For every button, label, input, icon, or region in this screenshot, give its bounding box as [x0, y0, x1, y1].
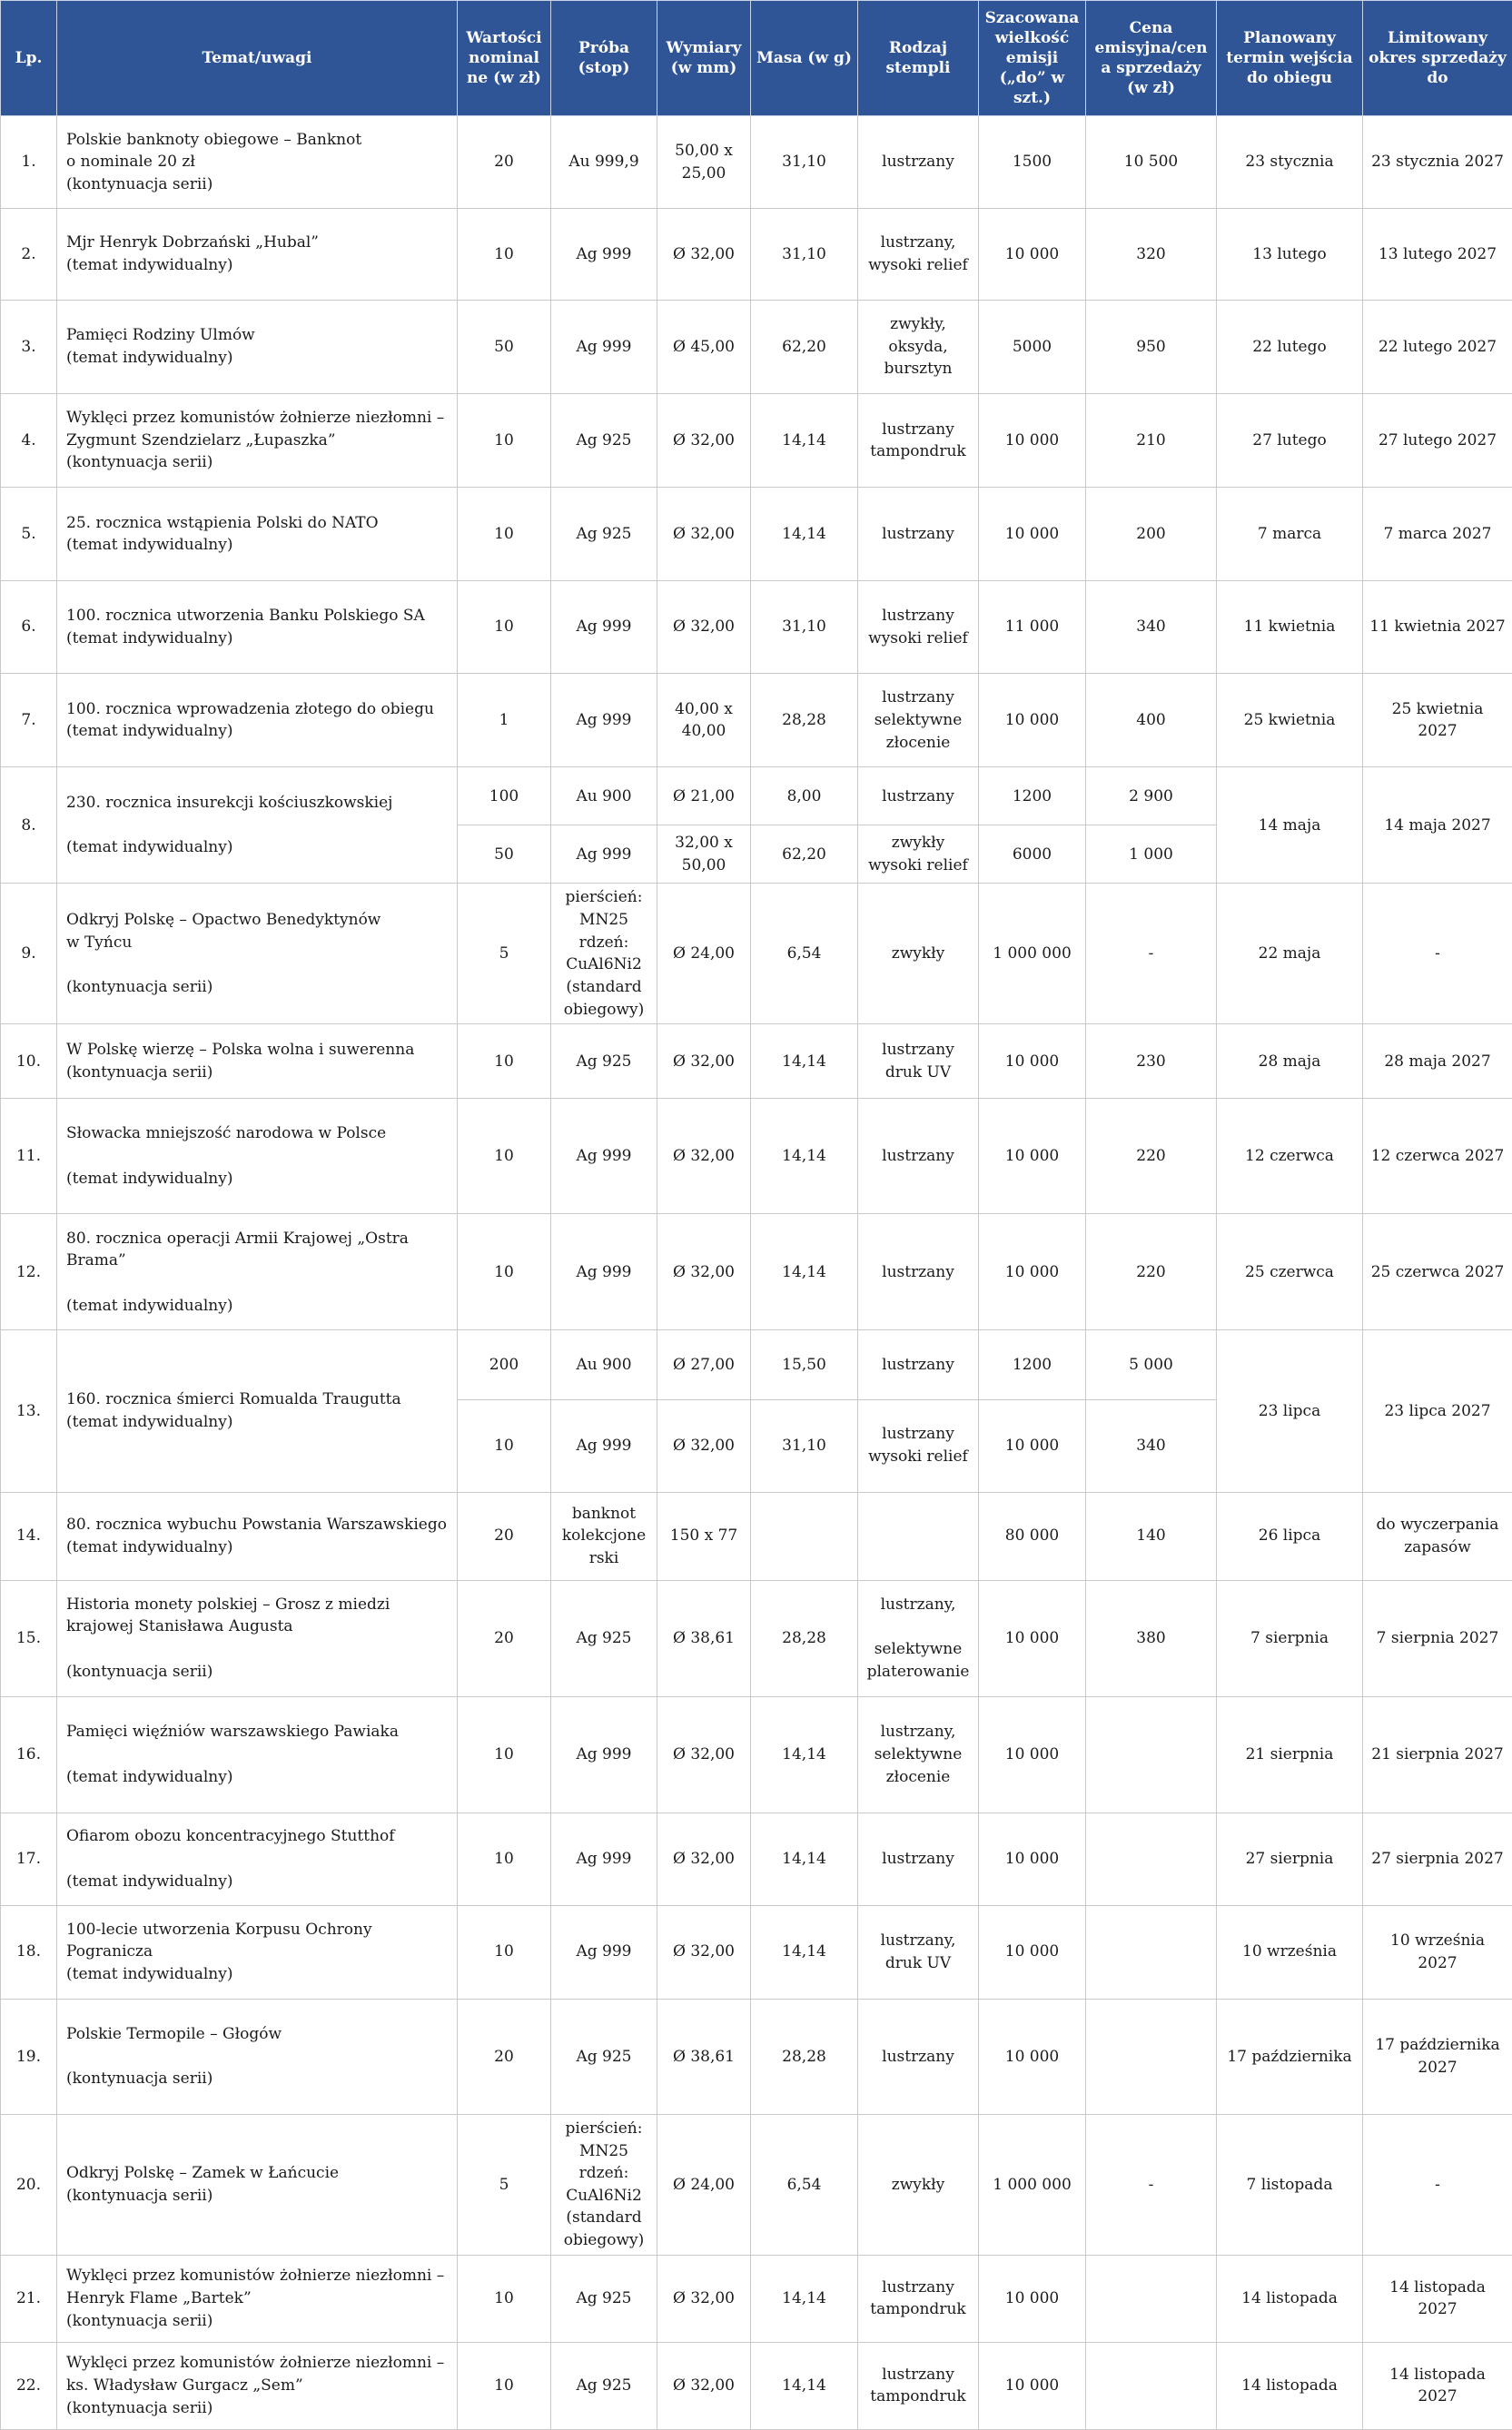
cell-date: 25 czerwca — [1217, 1214, 1363, 1330]
cell-date: 23 lipca — [1217, 1330, 1363, 1492]
table-row — [1, 1813, 1512, 1905]
cell-volume: 1 000 000 — [979, 884, 1086, 1024]
cell-volume: 10 000 — [979, 2255, 1086, 2342]
cell-volume: 10 000 — [979, 1099, 1086, 1214]
cell-volume: 1500 — [979, 116, 1086, 209]
cell-limit: 7 marca 2027 — [1363, 488, 1512, 581]
cell-mass: 14,14 — [751, 1099, 858, 1214]
cell-nominal: 10 — [458, 2342, 551, 2429]
table-row — [1, 1492, 1512, 1580]
cell-stamp: lustrzany, selektywne złocenie — [858, 1696, 979, 1813]
row-number: 16. — [1, 1696, 57, 1813]
cell-nominal: 50 — [458, 825, 551, 884]
row-topic: Wyklęci przez komunistów żołnierze niezłomni – ks. Władysław Gurgacz „Sem” (kontynuacja serii) — [57, 2342, 458, 2429]
row-topic: 80. rocznica wybuchu Powstania Warszawskiego (temat indywidualny) — [57, 1492, 458, 1580]
row-topic: Pamięci Rodziny Ulmów (temat indywidualny) — [57, 301, 458, 394]
cell-price: - — [1086, 884, 1217, 1024]
table-row — [1, 116, 1512, 209]
cell-nominal: 10 — [458, 488, 551, 581]
cell-dims: Ø 38,61 — [657, 1999, 751, 2114]
cell-limit: 25 czerwca 2027 — [1363, 1214, 1512, 1330]
row-number: 1. — [1, 116, 57, 209]
row-topic: 100-lecie utworzenia Korpusu Ochrony Pogranicza (temat indywidualny) — [57, 1905, 458, 1999]
cell-mass: 31,10 — [751, 116, 858, 209]
cell-limit: 13 lutego 2027 — [1363, 209, 1512, 301]
cell-price — [1086, 2255, 1217, 2342]
cell-limit: 27 lutego 2027 — [1363, 394, 1512, 488]
cell-dims: Ø 32,00 — [657, 394, 751, 488]
cell-dims: Ø 32,00 — [657, 1905, 751, 1999]
cell-alloy: Ag 999 — [551, 581, 657, 674]
cell-stamp: lustrzany druk UV — [858, 1024, 979, 1099]
cell-alloy: Ag 925 — [551, 394, 657, 488]
cell-mass: 14,14 — [751, 1696, 858, 1813]
table-row — [1, 488, 1512, 581]
row-number: 3. — [1, 301, 57, 394]
cell-stamp: lustrzany — [858, 767, 979, 825]
cell-volume: 1200 — [979, 767, 1086, 825]
cell-mass: 14,14 — [751, 1024, 858, 1099]
cell-mass: 14,14 — [751, 1813, 858, 1905]
cell-date: 13 lutego — [1217, 209, 1363, 301]
cell-dims: Ø 45,00 — [657, 301, 751, 394]
cell-date: 12 czerwca — [1217, 1099, 1363, 1214]
row-number: 22. — [1, 2342, 57, 2429]
row-topic: Odkryj Polskę – Zamek w Łańcucie (kontynuacja serii) — [57, 2114, 458, 2255]
row-number: 10. — [1, 1024, 57, 1099]
cell-price: 400 — [1086, 674, 1217, 767]
cell-alloy: Ag 999 — [551, 1099, 657, 1214]
table-row — [1, 1999, 1512, 2114]
header-volume: Szacowana wielkość emisji („do” w szt.) — [979, 1, 1086, 116]
cell-mass: 31,10 — [751, 1399, 858, 1492]
cell-date: 17 października — [1217, 1999, 1363, 2114]
cell-volume: 11 000 — [979, 581, 1086, 674]
table-row — [1, 1099, 1512, 1214]
cell-price: 2 900 — [1086, 767, 1217, 825]
row-topic: 80. rocznica operacji Armii Krajowej „Ostra Brama” (temat indywidualny) — [57, 1214, 458, 1330]
cell-stamp: lustrzany, wysoki relief — [858, 209, 979, 301]
cell-alloy: banknot kolekcjone rski — [551, 1492, 657, 1580]
cell-dims: Ø 32,00 — [657, 1099, 751, 1214]
table-row — [1, 1330, 1512, 1399]
table-header-row — [1, 1, 1512, 116]
cell-date: 7 listopada — [1217, 2114, 1363, 2255]
header-topic: Temat/uwagi — [57, 1, 458, 116]
row-number: 12. — [1, 1214, 57, 1330]
table-row — [1, 2255, 1512, 2342]
cell-date: 10 września — [1217, 1905, 1363, 1999]
cell-nominal: 10 — [458, 1099, 551, 1214]
cell-limit: do wyczerpania zapasów — [1363, 1492, 1512, 1580]
cell-volume: 10 000 — [979, 1024, 1086, 1099]
cell-price — [1086, 1813, 1217, 1905]
cell-date: 27 lutego — [1217, 394, 1363, 488]
cell-mass: 28,28 — [751, 1580, 858, 1696]
cell-dims: Ø 32,00 — [657, 1399, 751, 1492]
header-price: Cena emisyjna/cen a sprzedaży (w zł) — [1086, 1, 1217, 116]
row-topic: Ofiarom obozu koncentracyjnego Stutthof (temat indywidualny) — [57, 1813, 458, 1905]
cell-date: 26 lipca — [1217, 1492, 1363, 1580]
row-topic: Mjr Henryk Dobrzański „Hubal” (temat indywidualny) — [57, 209, 458, 301]
cell-volume: 1 000 000 — [979, 2114, 1086, 2255]
cell-volume: 80 000 — [979, 1492, 1086, 1580]
cell-limit: 23 lipca 2027 — [1363, 1330, 1512, 1492]
cell-volume: 10 000 — [979, 394, 1086, 488]
cell-stamp: zwykły wysoki relief — [858, 825, 979, 884]
cell-price: 1 000 — [1086, 825, 1217, 884]
cell-volume: 10 000 — [979, 1999, 1086, 2114]
row-number: 18. — [1, 1905, 57, 1999]
row-topic: Wyklęci przez komunistów żołnierze niezłomni – Henryk Flame „Bartek” (kontynuacja serii) — [57, 2255, 458, 2342]
cell-stamp: lustrzany selektywne złocenie — [858, 674, 979, 767]
cell-mass: 14,14 — [751, 2255, 858, 2342]
row-topic: Wyklęci przez komunistów żołnierze niezłomni – Zygmunt Szendzielarz „Łupaszka” (kontynuacja serii) — [57, 394, 458, 488]
table-row — [1, 301, 1512, 394]
cell-limit: 12 czerwca 2027 — [1363, 1099, 1512, 1214]
row-number: 5. — [1, 488, 57, 581]
row-number: 2. — [1, 209, 57, 301]
table-row — [1, 394, 1512, 488]
cell-nominal: 5 — [458, 884, 551, 1024]
cell-dims: Ø 32,00 — [657, 2342, 751, 2429]
cell-date: 7 sierpnia — [1217, 1580, 1363, 1696]
cell-mass: 8,00 — [751, 767, 858, 825]
cell-alloy: Ag 925 — [551, 1580, 657, 1696]
cell-alloy: Ag 925 — [551, 2255, 657, 2342]
row-number: 13. — [1, 1330, 57, 1492]
cell-stamp: lustrzany wysoki relief — [858, 581, 979, 674]
row-topic: Słowacka mniejszość narodowa w Polsce (temat indywidualny) — [57, 1099, 458, 1214]
cell-volume: 6000 — [979, 825, 1086, 884]
cell-volume: 10 000 — [979, 674, 1086, 767]
cell-dims: Ø 24,00 — [657, 2114, 751, 2255]
table-row — [1, 1696, 1512, 1813]
cell-nominal: 20 — [458, 1492, 551, 1580]
row-topic: Polskie Termopile – Głogów (kontynuacja serii) — [57, 1999, 458, 2114]
row-topic: W Polskę wierzę – Polska wolna i suwerenna (kontynuacja serii) — [57, 1024, 458, 1099]
cell-mass: 6,54 — [751, 2114, 858, 2255]
cell-alloy: Au 900 — [551, 1330, 657, 1399]
row-topic: 160. rocznica śmierci Romualda Traugutta (temat indywidualny) — [57, 1330, 458, 1492]
cell-nominal: 10 — [458, 1024, 551, 1099]
cell-nominal: 200 — [458, 1330, 551, 1399]
cell-alloy: Ag 999 — [551, 1813, 657, 1905]
cell-mass: 14,14 — [751, 1214, 858, 1330]
cell-dims: 32,00 x 50,00 — [657, 825, 751, 884]
cell-nominal: 20 — [458, 1999, 551, 2114]
cell-nominal: 10 — [458, 209, 551, 301]
cell-date: 28 maja — [1217, 1024, 1363, 1099]
row-topic: Pamięci więźniów warszawskiego Pawiaka (temat indywidualny) — [57, 1696, 458, 1813]
cell-volume: 10 000 — [979, 2342, 1086, 2429]
cell-mass: 14,14 — [751, 394, 858, 488]
cell-stamp: lustrzany — [858, 1099, 979, 1214]
row-number: 8. — [1, 767, 57, 884]
row-number: 7. — [1, 674, 57, 767]
cell-volume: 10 000 — [979, 209, 1086, 301]
cell-volume: 10 000 — [979, 1580, 1086, 1696]
cell-nominal: 5 — [458, 2114, 551, 2255]
row-number: 6. — [1, 581, 57, 674]
cell-limit: 25 kwietnia 2027 — [1363, 674, 1512, 767]
row-number: 11. — [1, 1099, 57, 1214]
cell-stamp — [858, 1492, 979, 1580]
table-row — [1, 1580, 1512, 1696]
cell-stamp: lustrzany, selektywne platerowanie — [858, 1580, 979, 1696]
cell-nominal: 10 — [458, 581, 551, 674]
row-topic: 100. rocznica utworzenia Banku Polskiego SA (temat indywidualny) — [57, 581, 458, 674]
cell-alloy: Ag 999 — [551, 1399, 657, 1492]
cell-mass: 62,20 — [751, 825, 858, 884]
cell-price — [1086, 1905, 1217, 1999]
header-alloy: Próba (stop) — [551, 1, 657, 116]
cell-mass — [751, 1492, 858, 1580]
header-mass: Masa (w g) — [751, 1, 858, 116]
cell-alloy: Au 900 — [551, 767, 657, 825]
cell-alloy: Ag 999 — [551, 301, 657, 394]
row-topic: 25. rocznica wstąpienia Polski do NATO (temat indywidualny) — [57, 488, 458, 581]
row-number: 21. — [1, 2255, 57, 2342]
cell-mass: 31,10 — [751, 581, 858, 674]
cell-price: 10 500 — [1086, 116, 1217, 209]
cell-price: 220 — [1086, 1214, 1217, 1330]
table-row — [1, 2114, 1512, 2255]
cell-dims: Ø 32,00 — [657, 1024, 751, 1099]
cell-price: 140 — [1086, 1492, 1217, 1580]
cell-stamp: lustrzany tampondruk — [858, 2342, 979, 2429]
cell-limit: 14 listopada 2027 — [1363, 2342, 1512, 2429]
cell-stamp: lustrzany — [858, 116, 979, 209]
cell-alloy: Ag 925 — [551, 1024, 657, 1099]
cell-price: 230 — [1086, 1024, 1217, 1099]
cell-nominal: 10 — [458, 1399, 551, 1492]
cell-volume: 1200 — [979, 1330, 1086, 1399]
cell-stamp: lustrzany tampondruk — [858, 394, 979, 488]
table-row — [1, 767, 1512, 825]
cell-nominal: 50 — [458, 301, 551, 394]
cell-volume: 10 000 — [979, 1905, 1086, 1999]
table-row — [1, 209, 1512, 301]
cell-dims: 50,00 x 25,00 — [657, 116, 751, 209]
cell-mass: 6,54 — [751, 884, 858, 1024]
cell-limit: 22 lutego 2027 — [1363, 301, 1512, 394]
cell-stamp: lustrzany — [858, 1813, 979, 1905]
header-nominal: Wartości nominal ne (w zł) — [458, 1, 551, 116]
cell-mass: 62,20 — [751, 301, 858, 394]
cell-stamp: zwykły, oksyda, bursztyn — [858, 301, 979, 394]
cell-nominal: 10 — [458, 1696, 551, 1813]
row-number: 20. — [1, 2114, 57, 2255]
cell-nominal: 10 — [458, 2255, 551, 2342]
cell-limit: - — [1363, 2114, 1512, 2255]
row-topic: Odkryj Polskę – Opactwo Benedyktynów w Tyńcu (kontynuacja serii) — [57, 884, 458, 1024]
cell-price: 320 — [1086, 209, 1217, 301]
cell-date: 22 maja — [1217, 884, 1363, 1024]
cell-alloy: Ag 999 — [551, 825, 657, 884]
cell-date: 22 lutego — [1217, 301, 1363, 394]
cell-nominal: 1 — [458, 674, 551, 767]
cell-alloy: Ag 999 — [551, 1696, 657, 1813]
cell-alloy: Au 999,9 — [551, 116, 657, 209]
cell-date: 11 kwietnia — [1217, 581, 1363, 674]
cell-nominal: 100 — [458, 767, 551, 825]
cell-limit: 28 maja 2027 — [1363, 1024, 1512, 1099]
cell-limit: 14 listopada 2027 — [1363, 2255, 1512, 2342]
cell-dims: Ø 32,00 — [657, 581, 751, 674]
table-row — [1, 581, 1512, 674]
cell-nominal: 10 — [458, 394, 551, 488]
cell-dims: 150 x 77 — [657, 1492, 751, 1580]
cell-limit: 27 sierpnia 2027 — [1363, 1813, 1512, 1905]
cell-stamp: zwykły — [858, 2114, 979, 2255]
cell-alloy: Ag 999 — [551, 209, 657, 301]
cell-stamp: lustrzany — [858, 488, 979, 581]
cell-price — [1086, 2342, 1217, 2429]
cell-dims: Ø 21,00 — [657, 767, 751, 825]
row-number: 17. — [1, 1813, 57, 1905]
cell-limit: 11 kwietnia 2027 — [1363, 581, 1512, 674]
cell-date: 21 sierpnia — [1217, 1696, 1363, 1813]
cell-alloy: Ag 999 — [551, 1905, 657, 1999]
cell-dims: Ø 32,00 — [657, 2255, 751, 2342]
cell-alloy: Ag 925 — [551, 1999, 657, 2114]
cell-mass: 28,28 — [751, 674, 858, 767]
table-row — [1, 884, 1512, 1024]
cell-date: 14 listopada — [1217, 2342, 1363, 2429]
cell-dims: Ø 32,00 — [657, 209, 751, 301]
cell-stamp: lustrzany wysoki relief — [858, 1399, 979, 1492]
cell-price: 380 — [1086, 1580, 1217, 1696]
cell-volume: 10 000 — [979, 1813, 1086, 1905]
cell-volume: 10 000 — [979, 1399, 1086, 1492]
row-topic: 100. rocznica wprowadzenia złotego do obiegu (temat indywidualny) — [57, 674, 458, 767]
row-number: 15. — [1, 1580, 57, 1696]
cell-limit: 23 stycznia 2027 — [1363, 116, 1512, 209]
row-number: 4. — [1, 394, 57, 488]
cell-date: 14 maja — [1217, 767, 1363, 884]
cell-dims: Ø 32,00 — [657, 488, 751, 581]
row-number: 19. — [1, 1999, 57, 2114]
cell-limit: 10 września 2027 — [1363, 1905, 1512, 1999]
cell-limit: 7 sierpnia 2027 — [1363, 1580, 1512, 1696]
cell-dims: Ø 32,00 — [657, 1214, 751, 1330]
cell-dims: Ø 32,00 — [657, 1813, 751, 1905]
cell-price: 200 — [1086, 488, 1217, 581]
table-row — [1, 2342, 1512, 2429]
table-row — [1, 1024, 1512, 1099]
cell-nominal: 10 — [458, 1905, 551, 1999]
cell-mass: 31,10 — [751, 209, 858, 301]
cell-price — [1086, 1696, 1217, 1813]
header-dimensions: Wymiary (w mm) — [657, 1, 751, 116]
cell-price: - — [1086, 2114, 1217, 2255]
row-topic: 230. rocznica insurekcji kościuszkowskiej (temat indywidualny) — [57, 767, 458, 884]
cell-price: 950 — [1086, 301, 1217, 394]
cell-dims: 40,00 x 40,00 — [657, 674, 751, 767]
row-number: 14. — [1, 1492, 57, 1580]
cell-nominal: 20 — [458, 116, 551, 209]
cell-volume: 5000 — [979, 301, 1086, 394]
cell-mass: 14,14 — [751, 488, 858, 581]
cell-stamp: lustrzany tampondruk — [858, 2255, 979, 2342]
cell-volume: 10 000 — [979, 488, 1086, 581]
cell-dims: Ø 24,00 — [657, 884, 751, 1024]
cell-price: 340 — [1086, 581, 1217, 674]
cell-limit: 14 maja 2027 — [1363, 767, 1512, 884]
header-limit: Limitowany okres sprzedaży do — [1363, 1, 1512, 116]
cell-price — [1086, 1999, 1217, 2114]
cell-alloy: Ag 925 — [551, 488, 657, 581]
cell-price: 5 000 — [1086, 1330, 1217, 1399]
cell-date: 23 stycznia — [1217, 116, 1363, 209]
cell-volume: 10 000 — [979, 1696, 1086, 1813]
cell-alloy: Ag 999 — [551, 674, 657, 767]
cell-price: 220 — [1086, 1099, 1217, 1214]
cell-nominal: 10 — [458, 1813, 551, 1905]
cell-stamp: lustrzany — [858, 1330, 979, 1399]
cell-volume: 10 000 — [979, 1214, 1086, 1330]
header-date: Planowany termin wejścia do obiegu — [1217, 1, 1363, 116]
cell-date: 27 sierpnia — [1217, 1813, 1363, 1905]
table-row — [1, 1905, 1512, 1999]
row-number: 9. — [1, 884, 57, 1024]
row-topic: Polskie banknoty obiegowe – Banknot o nominale 20 zł (kontynuacja serii) — [57, 116, 458, 209]
cell-dims: Ø 38,61 — [657, 1580, 751, 1696]
cell-nominal: 10 — [458, 1214, 551, 1330]
cell-price: 340 — [1086, 1399, 1217, 1492]
cell-limit: - — [1363, 884, 1512, 1024]
header-stamp: Rodzaj stempli — [858, 1, 979, 116]
cell-date: 25 kwietnia — [1217, 674, 1363, 767]
cell-date: 7 marca — [1217, 488, 1363, 581]
cell-date: 14 listopada — [1217, 2255, 1363, 2342]
cell-alloy: Ag 999 — [551, 1214, 657, 1330]
row-topic: Historia monety polskiej – Grosz z miedzi krajowej Stanisława Augusta (kontynuacja serii) — [57, 1580, 458, 1696]
cell-limit: 21 sierpnia 2027 — [1363, 1696, 1512, 1813]
cell-limit: 17 października 2027 — [1363, 1999, 1512, 2114]
cell-alloy: pierścień: MN25 rdzeń: CuAl6Ni2 (standard obiegowy) — [551, 884, 657, 1024]
cell-mass: 14,14 — [751, 1905, 858, 1999]
cell-dims: Ø 32,00 — [657, 1696, 751, 1813]
cell-alloy: pierścień: MN25 rdzeń: CuAl6Ni2 (standard obiegowy) — [551, 2114, 657, 2255]
cell-stamp: lustrzany — [858, 1999, 979, 2114]
cell-dims: Ø 27,00 — [657, 1330, 751, 1399]
cell-mass: 28,28 — [751, 1999, 858, 2114]
cell-price: 210 — [1086, 394, 1217, 488]
cell-nominal: 20 — [458, 1580, 551, 1696]
cell-mass: 15,50 — [751, 1330, 858, 1399]
table-row — [1, 1214, 1512, 1330]
cell-stamp: zwykły — [858, 884, 979, 1024]
cell-alloy: Ag 925 — [551, 2342, 657, 2429]
cell-stamp: lustrzany, druk UV — [858, 1905, 979, 1999]
cell-stamp: lustrzany — [858, 1214, 979, 1330]
cell-mass: 14,14 — [751, 2342, 858, 2429]
table-row — [1, 674, 1512, 767]
header-lp: Lp. — [1, 1, 57, 116]
